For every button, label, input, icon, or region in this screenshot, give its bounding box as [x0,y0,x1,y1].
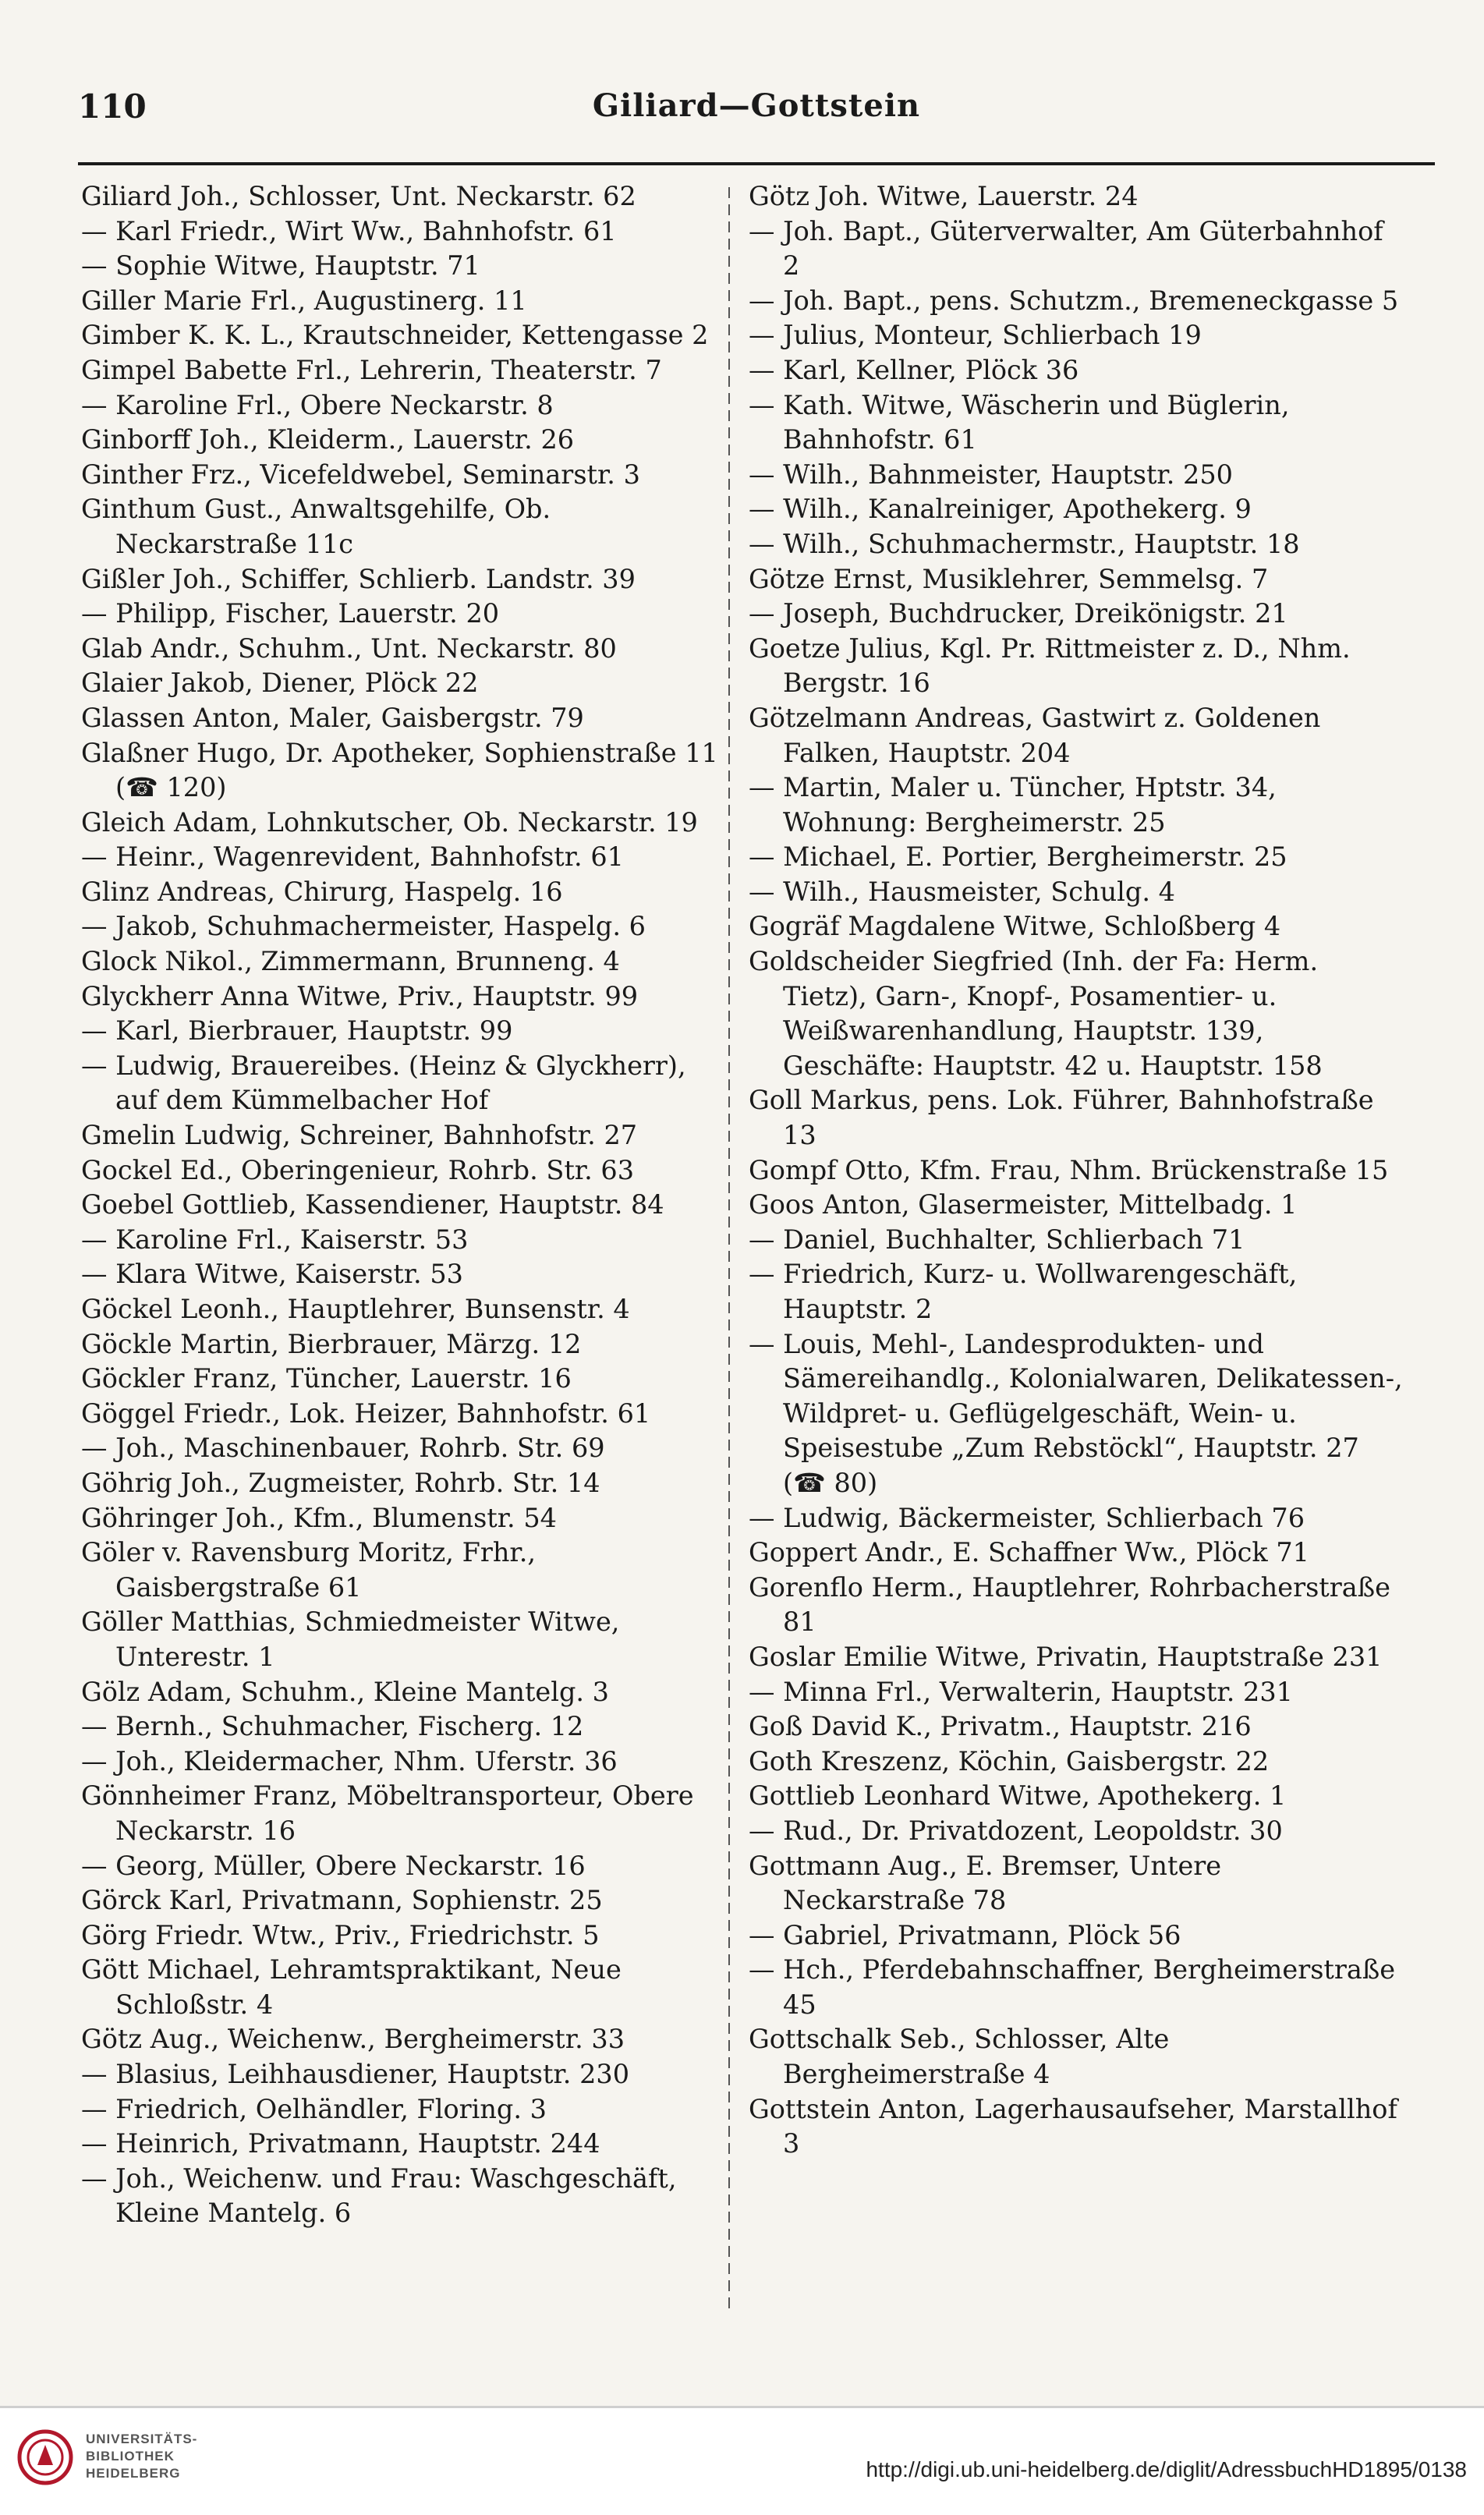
directory-entry: — Martin, Maler u. Tüncher, Hptstr. 34, Wohnung: Bergheimerstr. 25 [749,772,1285,838]
directory-entry: Goll Markus, pens. Lok. Führer, Bahnhofstraße 13 [749,1085,1383,1151]
directory-entry: Gogräf Magdalene Witwe, Schloßberg 4 [749,911,1281,942]
directory-entry: Gölz Adam, Schuhm., Kleine Mantelg. 3 [81,1676,610,1707]
directory-entry: Glaßner Hugo, Dr. Apotheker, Sophienstraße 11 (☎ 120) [81,737,727,803]
directory-entry: — Wilh., Kanalreiniger, Apothekerg. 9 [749,494,1252,525]
directory-entry: — Klara Witwe, Kaiserstr. 53 [81,1259,463,1290]
directory-entry: Gleich Adam, Lohnkutscher, Ob. Neckarstr. 19 [81,806,698,838]
left-column [81,179,736,2231]
footer [0,2406,1484,2515]
directory-entry: Gönnheimer Franz, Möbeltransporteur, Obere Neckarstr. 16 [81,1780,703,1846]
logo-line: UNIVERSITÄTS- [86,2432,198,2446]
directory-entry: Göckle Martin, Bierbrauer, Märzg. 12 [81,1328,582,1359]
directory-entry: — Daniel, Buchhalter, Schlierbach 71 [749,1224,1245,1255]
directory-entry: — Joh. Bapt., pens. Schutzm., Bremeneckgasse 5 [749,285,1399,316]
directory-entry: Giliard Joh., Schlosser, Unt. Neckarstr. 62 [81,181,636,211]
directory-entry: — Karl, Bierbrauer, Hauptstr. 99 [81,1015,513,1047]
directory-entry: Goß David K., Privatm., Hauptstr. 216 [749,1711,1252,1742]
directory-entry: Gottmann Aug., E. Bremser, Untere Neckarstraße 78 [749,1850,1230,1916]
directory-entry: Glaier Jakob, Diener, Plöck 22 [81,668,479,699]
directory-entry: — Julius, Monteur, Schlierbach 19 [749,320,1202,351]
directory-entry: — Bernh., Schuhmacher, Fischerg. 12 [81,1711,584,1742]
directory-entry: Göhrig Joh., Zugmeister, Rohrb. Str. 14 [81,1467,600,1498]
directory-entry: Gorenflo Herm., Hauptlehrer, Rohrbacherstraße 81 [749,1571,1399,1638]
directory-entry: — Gabriel, Privatmann, Plöck 56 [749,1919,1181,1950]
directory-entry: — Philipp, Fischer, Lauerstr. 20 [81,598,500,629]
directory-entry: Gißler Joh., Schiffer, Schlierb. Landstr. 39 [81,563,636,594]
directory-entry: — Karoline Frl., Obere Neckarstr. 8 [81,389,554,420]
directory-entry: — Minna Frl., Verwalterin, Hauptstr. 231 [749,1676,1293,1707]
directory-entry: Gött Michael, Lehramtspraktikant, Neue Schloßstr. 4 [81,1954,630,2020]
directory-entry: — Friedrich, Oelhändler, Floring. 3 [81,2093,547,2124]
directory-entry: Gottstein Anton, Lagerhausaufseher, Marstallhof 3 [749,2093,1406,2159]
directory-entry: Götz Aug., Weichenw., Bergheimerstr. 33 [81,2024,625,2055]
directory-entry: — Louis, Mehl-, Landesprodukten- und Sämereihandlg., Kolonialwaren, Delikatessen-, Wildpret- u. Geflügelgeschäft, Wein- u. Speisestube „Zum Rebstöckl“, Hauptstr. 27 (☎ 80) [749,1328,1411,1498]
directory-entry: Glinz Andreas, Chirurg, Haspelg. 16 [81,876,563,907]
directory-entry: — Wilh., Schuhmachermstr., Hauptstr. 18 [749,528,1300,559]
directory-entry: — Joh., Maschinenbauer, Rohrb. Str. 69 [81,1433,605,1464]
directory-entry: Göckler Franz, Tüncher, Lauerstr. 16 [81,1363,572,1394]
directory-entry: — Georg, Müller, Obere Neckarstr. 16 [81,1850,586,1881]
directory-entry: Götz Joh. Witwe, Lauerstr. 24 [749,181,1139,211]
directory-entry: Götze Ernst, Musiklehrer, Semmelsg. 7 [749,563,1269,594]
directory-entry: — Ludwig, Bäckermeister, Schlierbach 76 [749,1502,1305,1533]
directory-entry: — Wilh., Bahnmeister, Hauptstr. 250 [749,459,1233,490]
directory-entry: Glyckherr Anna Witwe, Priv., Hauptstr. 99 [81,980,639,1011]
directory-entry: — Hch., Pferdebahnschaffner, Bergheimerstraße 45 [749,1954,1404,2020]
directory-entry: Göhringer Joh., Kfm., Blumenstr. 54 [81,1502,557,1533]
directory-entry: — Joh., Weichenw. und Frau: Waschgeschäft, Kleine Mantelg. 6 [81,2163,685,2229]
directory-entry: — Joh., Kleidermacher, Nhm. Uferstr. 36 [81,1745,618,1776]
directory-entry: Görg Friedr. Wtw., Priv., Friedrichstr. 5 [81,1919,600,1950]
directory-entry: Gottschalk Seb., Schlosser, Alte Bergheimerstraße 4 [749,2024,1178,2090]
right-column [749,179,1411,2162]
source-url-link[interactable]: http://digi.ub.uni-heidelberg.de/diglit/AdressbuchHD1895/0138 [866,2457,1467,2481]
directory-entry: Görck Karl, Privatmann, Sophienstr. 25 [81,1885,603,1916]
page-number: 110 [78,87,147,126]
directory-entry: Goos Anton, Glasermeister, Mittelbadg. 1 [749,1189,1298,1220]
logo-line: HEIDELBERG [86,2466,181,2481]
directory-entry: Goppert Andr., E. Schaffner Ww., Plöck 71 [749,1537,1309,1568]
library-logo-text [86,2431,197,2482]
directory-entry: — Michael, E. Portier, Bergheimerstr. 25 [749,841,1287,873]
directory-entry: Göller Matthias, Schmiedmeister Witwe, Unterestr. 1 [81,1606,629,1672]
running-head: Giliard—Gottstein [592,87,921,124]
directory-entry: Göggel Friedr., Lok. Heizer, Bahnhofstr. 61 [81,1397,651,1429]
directory-entry: Glassen Anton, Maler, Gaisbergstr. 79 [81,702,584,733]
directory-entry: — Friedrich, Kurz- u. Wollwarengeschäft, Hauptstr. 2 [749,1259,1305,1324]
directory-entry: Glock Nikol., Zimmermann, Brunneng. 4 [81,946,620,977]
directory-entry: — Joseph, Buchdrucker, Dreikönigstr. 21 [749,598,1288,629]
directory-entry: — Wilh., Hausmeister, Schulg. 4 [749,876,1175,907]
directory-entry: Giller Marie Frl., Augustinerg. 11 [81,285,527,316]
directory-entry: Gockel Ed., Oberingenieur, Rohrb. Str. 63 [81,1154,635,1185]
directory-entry: — Heinrich, Privatmann, Hauptstr. 244 [81,2128,600,2159]
directory-entry: Gompf Otto, Kfm. Frau, Nhm. Brückenstraße 15 [749,1154,1389,1185]
directory-entry: — Ludwig, Brauereibes. (Heinz & Glyckherr), auf dem Kümmelbacher Hof [81,1050,695,1116]
directory-entry: Goslar Emilie Witwe, Privatin, Hauptstraße 231 [749,1641,1383,1672]
directory-entry: — Rud., Dr. Privatdozent, Leopoldstr. 30 [749,1815,1283,1846]
directory-entry: Glab Andr., Schuhm., Unt. Neckarstr. 80 [81,632,617,664]
directory-entry: Götzelmann Andreas, Gastwirt z. Goldenen Falken, Hauptstr. 204 [749,702,1330,768]
directory-entry: Ginborff Joh., Kleiderm., Lauerstr. 26 [81,424,575,455]
footer-rule [0,2406,1484,2408]
directory-entry: Gimber K. K. L., Krautschneider, Kettengasse 2 [81,320,709,351]
university-seal-icon [17,2429,73,2485]
directory-entry: Goth Kreszenz, Köchin, Gaisbergstr. 22 [749,1745,1270,1776]
directory-entry: — Jakob, Schuhmachermeister, Haspelg. 6 [81,911,646,942]
directory-entry: — Karoline Frl., Kaiserstr. 53 [81,1224,469,1255]
directory-entry: — Karl, Kellner, Plöck 36 [749,354,1079,385]
directory-entry: Göler v. Ravensburg Moritz, Frhr., Gaisbergstraße 61 [81,1537,544,1603]
page-header [78,87,1435,134]
directory-entry: — Blasius, Leihhausdiener, Hauptstr. 230 [81,2059,630,2090]
column-divider [728,187,730,2308]
directory-entry: Goebel Gottlieb, Kassendiener, Hauptstr. 84 [81,1189,664,1220]
directory-entry: — Joh. Bapt., Güterverwalter, Am Güterbahnhof 2 [749,215,1392,282]
directory-entry: Göckel Leonh., Hauptlehrer, Bunsenstr. 4 [81,1294,630,1324]
header-rule [78,162,1435,165]
directory-entry: — Sophie Witwe, Hauptstr. 71 [81,250,480,282]
directory-entry: Gimpel Babette Frl., Lehrerin, Theaterstr. 7 [81,354,662,385]
directory-entry: Gottlieb Leonhard Witwe, Apothekerg. 1 [749,1780,1287,1812]
directory-entry: Ginther Frz., Vicefeldwebel, Seminarstr. 3 [81,459,640,490]
directory-entry: Goldscheider Siegfried (Inh. der Fa: Herm. Tietz), Garn-, Knopf-, Posamentier- u. Weißwarenhandlung, Hauptstr. 139, Geschäfte: Hauptstr. 42 u. Hauptstr. 158 [749,946,1326,1081]
directory-entry: — Karl Friedr., Wirt Ww., Bahnhofstr. 61 [81,215,617,246]
logo-line: BIBLIOTHEK [86,2449,175,2464]
directory-entry: Goetze Julius, Kgl. Pr. Rittmeister z. D., Nhm. Bergstr. 16 [749,632,1359,699]
directory-entry: Ginthum Gust., Anwaltsgehilfe, Ob. Neckarstraße 11c [81,494,559,559]
directory-entry: Gmelin Ludwig, Schreiner, Bahnhofstr. 27 [81,1120,638,1151]
directory-entry: — Heinr., Wagenrevident, Bahnhofstr. 61 [81,841,624,873]
directory-entry: — Kath. Witwe, Wäscherin und Büglerin, Bahnhofstr. 61 [749,389,1298,455]
